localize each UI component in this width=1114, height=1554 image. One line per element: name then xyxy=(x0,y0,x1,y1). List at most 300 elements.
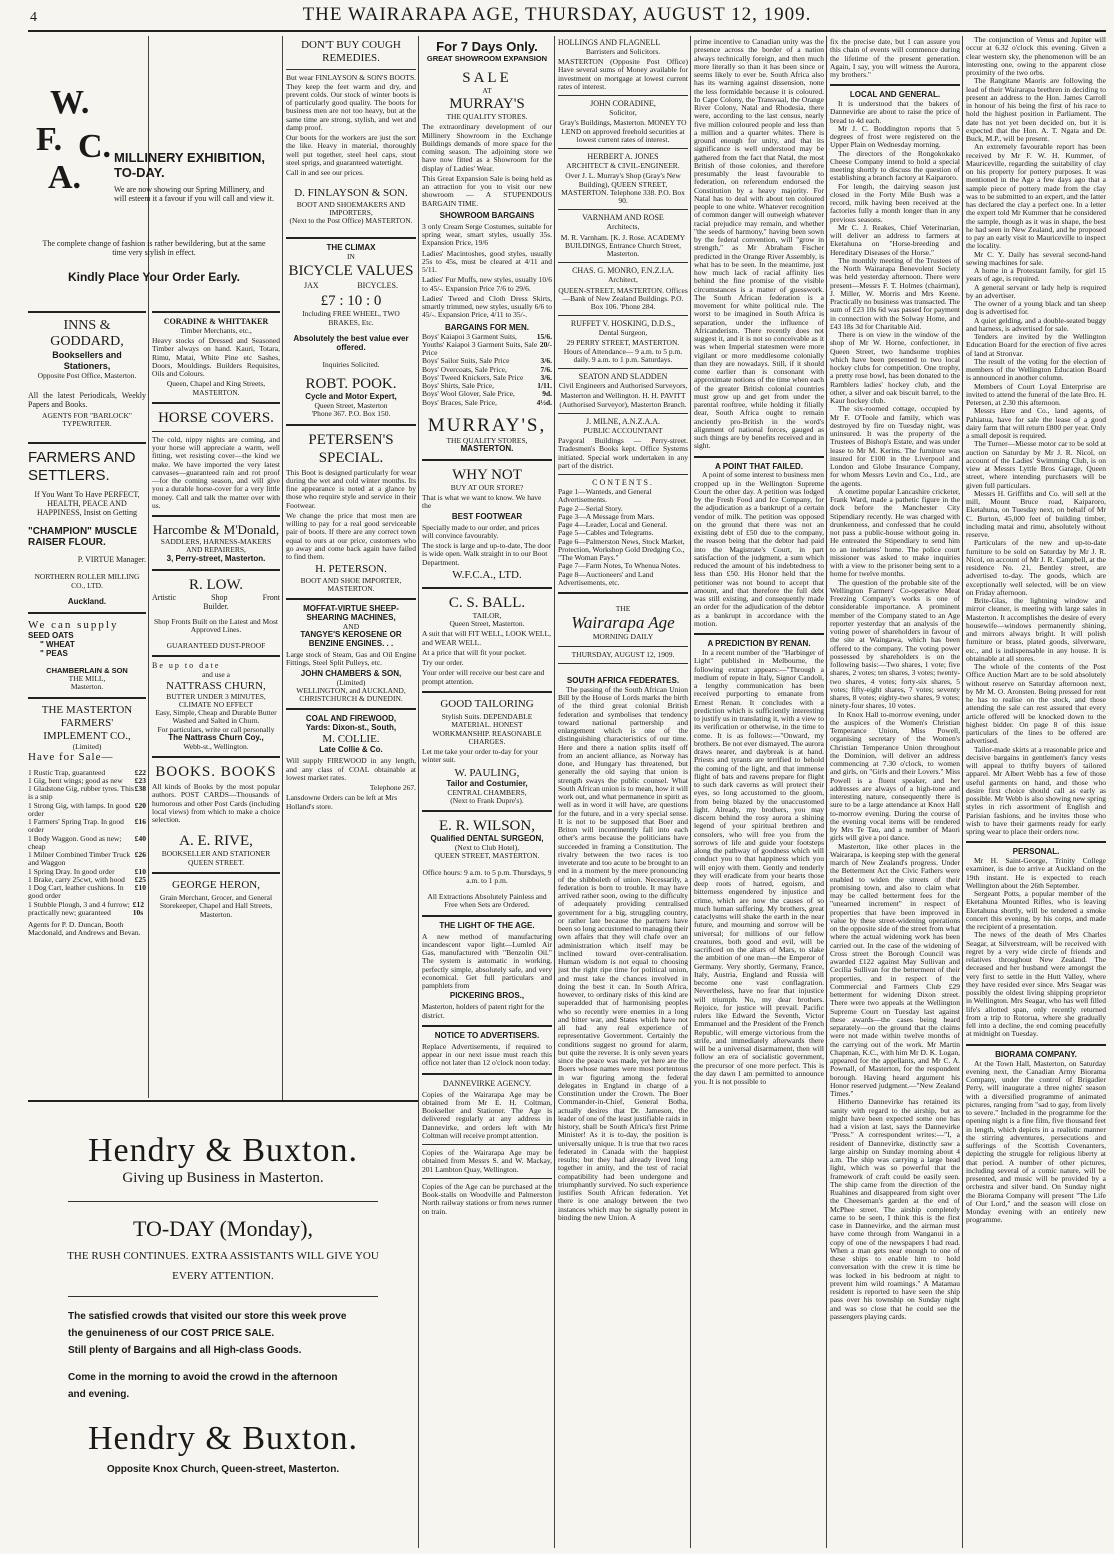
divider xyxy=(558,368,688,369)
cough-body: But wear FINLAYSON & SON'S BOOTS. They keep the feet warm and dry, and prevent colds. Our stock of winter boots is of particularly good quality. The boots for business men are not too heavy, but at the same time are strong, stylish, and wet and damp proof. xyxy=(286,73,416,132)
moffat-sub: TANGYE'S KEROSENE OR BENZINE ENGINES. . . xyxy=(300,630,402,649)
churn-top: Be up to date xyxy=(152,661,221,671)
coal-ad xyxy=(286,715,416,811)
why-firm: W.F.C.A., LTD. xyxy=(452,568,522,581)
local-para: The directors of the Rongokokako Cheese Company intend to hold a special meeting shortly to discuss the question of establishing a branch factory at Kaiparoro. xyxy=(830,148,960,183)
churn-firm: The Nattrass Churn Coy., xyxy=(168,732,264,742)
local-para: The result of the voting for the election of members of the Wellington Education Board is announced in another column. xyxy=(966,356,1106,383)
dannevirke-body3: Copies of the Age can be purchased at the Book-stalls on Woodville and Palmerston North railway stations or from news runner on train. xyxy=(422,1181,552,1216)
item-price: £38 xyxy=(134,784,146,793)
card-7 xyxy=(558,373,688,409)
moffat-firm: JOHN CHAMBERS & SON, xyxy=(300,668,402,678)
implement-item xyxy=(28,851,146,868)
farmers-title: FARMERS AND SETTLERS. xyxy=(28,449,136,485)
column-3 xyxy=(286,36,416,1098)
local-para: Mr C. Y. Daily has several second-hand sewing machines for sale. xyxy=(966,249,1106,267)
local-para: It is understood that the bakers of Dannevirke are about to raise the price of bread to 4d each. xyxy=(830,99,960,125)
ball-addr: Queen Street, Masterton. xyxy=(449,619,525,629)
pook-firm: ROBT. POOK. xyxy=(305,376,397,393)
card-sub: Architects, xyxy=(606,222,640,232)
personal-para: Mr H. Saint-George, Trinity College examiner, is due to arrive at Auckland on the 19th instant. He is expected to reach Wellington about the 26th September. xyxy=(966,856,1106,890)
item-text: 1 Rustic Trap, guaranteed xyxy=(28,767,106,777)
books-ad xyxy=(152,763,280,867)
farmers-product: "CHAMPION" MUSCLE RAISER FLOUR. xyxy=(28,526,137,549)
men-price: 4½d. xyxy=(536,397,552,407)
coradine-body: Heavy stocks of Dressed and Seasoned Timber always on hand. Kauri, Totara, Rimu, Matai, White Pine etc Sashes, Doors, Mouldings. Builders Requisites, Oils and Colours. xyxy=(152,336,280,379)
wfca-title-text: MILLINERY EXHIBITION, xyxy=(114,150,265,165)
collie-name: M. COLLIE. xyxy=(322,733,380,746)
men-title: BARGAINS FOR MEN. xyxy=(445,322,529,332)
petersen-ad xyxy=(286,431,416,593)
local-para: An extremely favourable report has been received by Mr F. W. H. Kummer, of Mauriceville, regarding the suitability of clay on his property for pottery purposes. It was mentioned in the Age a few days ago that a sample piece of pottery made from the clay was to be submitted to an expert, and the latter has declared the clay a perfect one. In a letter the expert told Mr Kummer that he considered the sample, though as it was in shape, the best he had seen in New Zealand, and he proposed to pay an early visit to Mauriceville to inspect the locality. xyxy=(966,142,1106,251)
divider xyxy=(422,1178,552,1179)
divider xyxy=(558,592,688,594)
coal-body: Will supply FIREWOOD in any length, and any class of COAL obtainable at lowest market rates. xyxy=(286,756,416,782)
why-body: That is what we want to know. We have the xyxy=(422,493,542,511)
finlayson-ad xyxy=(286,39,416,225)
ball-ad xyxy=(422,594,552,686)
item-text: 1 Farmers' Spring Trap. In good order xyxy=(28,817,124,835)
hendry-line: the genuineness of our COST PRICE SALE. xyxy=(68,1328,275,1339)
murray2: MURRAY'S, xyxy=(427,414,547,436)
wfca-subtitle: TO-DAY. xyxy=(114,165,165,180)
divider xyxy=(966,841,1106,843)
card-body: M. R. Varnham. [K. J. Rose. ACADEMY BUILDINGS, Entrance Church Street, Masterton. xyxy=(560,232,686,259)
divider xyxy=(28,697,146,699)
rive-addr: QUEEN STREET. xyxy=(187,857,245,867)
heron-body: Grain Merchant, Grocer, and General Storekeeper, Chapel and Hall Streets, Masterton. xyxy=(159,893,273,919)
hendry-title2: Hendry & Buxton. xyxy=(87,1420,359,1457)
divider xyxy=(558,262,688,263)
divider xyxy=(286,708,416,710)
low-right: Front xyxy=(262,592,280,602)
item-price: £26 xyxy=(134,850,146,859)
ball-price: At a price that will fit your pocket. xyxy=(422,647,527,657)
implement-title: THE MASTERTON FARMERS' IMPLEMENT CO., xyxy=(41,703,133,742)
churn-line2: Easy, Simple, Cheap and Durable Butter Washed and Salted in Churn. xyxy=(155,708,277,726)
personal-title: PERSONAL. xyxy=(1012,847,1060,857)
men-price: 3/6. xyxy=(540,356,552,366)
item-text: 1 Stubble Plough, 3 and 4 furrow; practically new; guaranteed xyxy=(28,899,130,917)
men-price: 1/11. xyxy=(537,381,552,390)
heron-ad xyxy=(152,879,280,919)
item-price: £23 xyxy=(134,775,146,785)
contents-item: Page 1—Wanteds, and General Advertisements. xyxy=(558,487,652,505)
local-para: The Turner—Miesse motor car to be sold at auction on Saturday by Mr J. R. Nicol, on account of the Ladies' Swimming Club, is on view at Messrs Lyttle Bros Garage, Queen street, where intending purchasers will be given full particulars. xyxy=(966,439,1106,490)
why-body2: Specially made to our order, and prices will convince favourably. xyxy=(422,522,540,540)
column-5 xyxy=(558,36,688,1548)
contents-item: Page 8—Auctioneers' and Land Advertisements, etc. xyxy=(558,569,654,587)
dannevirke-title: DANNEVIRKE AGENCY. xyxy=(442,1078,532,1088)
local-para: A quiet gelding, and a double-seated buggy and harness, is advertised for sale. xyxy=(966,315,1106,333)
implement-agents: Agents for P. D. Duncan, Booth Macdonald, and Andrews and Bevan. xyxy=(28,920,141,938)
column-8 xyxy=(966,36,1106,1548)
local-para: A onetime popular Lancashire cricketer, Frank Ward, made a pathetic figure in the dock before the Manchester City Stipendiary recently. He was charged with drunkenness, and confessed that he could not pass a public-house without going in. He entreated the Stipendiary to send him to an inebriates' home. The police court missioner was asked to make inquiries with a view to the prisoner being sent to a home for twelve months. xyxy=(830,486,960,579)
local-para: Masterton, like other places in the Wairarapa, is keeping step with the general march of New Zealand's progress. Under the Betterment Act the Civic Fathers were enabled to widen the streets of their promising town, and also to claim what may be called betterment fees for the "unearned increment" in respect of properties that have been improved in value by these street-widening operations on the opposite side of the street from what where the actual widening work has been carried out. In the case of the widening of Cross street the Borough Council was awarded £122 against May Sullivan and Cecilia Sullivan for the betterment of their properties, and in respect of the Commercial and Farmers Club £29 betterment for widening Dixon street. There were two appeals at the Wellington Supreme Court on Tuesday last against these awards—the cases being heard separately—on the ground that the claims were not made within twelve months of the carrying out of the work. Mr Martin Chapman, K.C., with him Mr D. K. Logan, appeared for the appellants, and Mr C. A. Pownall, of Masterton, for the respondent borough. Having heard argument his Honor reserved judgment.—"New Zealand Times." xyxy=(830,841,960,1099)
why-title: WHY NOT xyxy=(452,466,522,483)
card-sub: Barristers and Solicitors. xyxy=(585,46,661,56)
implement-item xyxy=(28,901,146,918)
contents-item: Page 4—Leader, Local and General. xyxy=(558,520,668,530)
wilson-sub: Qualified DENTAL SURGEON, xyxy=(430,834,544,844)
wfca-initial: W. xyxy=(50,84,90,121)
wfca-ad xyxy=(28,36,280,236)
churn-use: and use a xyxy=(202,670,230,680)
harcombe-ad xyxy=(152,522,280,563)
coradine-title: CORADINE & WHITTAKER xyxy=(163,317,269,326)
divider xyxy=(28,442,146,444)
inns-agents: AGENTS FOR "BARLOCK" TYPEWRITER. xyxy=(42,410,132,429)
masthead-name: Wairarapa Age xyxy=(571,613,675,633)
card-4 xyxy=(558,214,688,258)
divider xyxy=(286,237,416,239)
item-price: £10 xyxy=(134,866,146,876)
column-4 xyxy=(422,36,552,1548)
men-price: 3/6. xyxy=(540,372,552,382)
header-rule xyxy=(28,30,1106,32)
card-name: RUFFET V. HOSKING, D.D.S., xyxy=(570,319,676,329)
cough-body3: Call in and see our prices. xyxy=(286,168,364,178)
local-para: Tenders are invited by the Wellington Education Board for the erection of five acres of land at Stronvar. xyxy=(966,332,1106,358)
moffat-ad xyxy=(286,605,416,703)
item-text: 1 Gladstone Gig, rubber tyres. This is a snip xyxy=(28,784,134,802)
contents-box xyxy=(558,479,688,587)
cough-title: DON'T BUY COUGH REMEDIES. xyxy=(301,39,401,65)
bicycles-label: BICYCLES. xyxy=(357,280,398,290)
item-text: 1 Gig, bent wings; good as new xyxy=(28,775,123,785)
divider xyxy=(422,1073,552,1075)
jax-row xyxy=(286,280,416,293)
card-name: HOLLINGS AND FLAGNELL xyxy=(558,38,661,47)
divider xyxy=(558,95,688,96)
low-left: Artistic xyxy=(152,592,176,602)
horse-body: The cold, nippy nights are coming, and your horse will appreciate a warm, well fitting, wet resisting cover—the kind we make. We have imported the very latest canvases—guaranteed rain and rot proof—for the coming season, and will give you a durable horse-cover for a very little money. Call and talk the matter over with us. xyxy=(152,434,280,510)
pauling-name: W. PAULING, xyxy=(454,766,520,779)
inns-goddard-ad xyxy=(28,318,146,428)
pickering-addr: Masterton, holders of patent right for the district. xyxy=(422,1002,545,1020)
masthead-sub: MORNING DAILY xyxy=(592,632,654,642)
newspaper-title: THE WAIRARAPA AGE, THURSDAY, AUGUST 12, 1909. xyxy=(302,4,812,25)
card-body: QUEEN-STREET, MASTERTON. Offices—Bank of New Zealand Buildings. P.O. Box 106. 'Phone 284. xyxy=(558,285,688,312)
divider xyxy=(558,148,688,149)
cough-body2: Our boots for the workers are just the sort the like. Heavy in material, thoroughly well put together, steel heel caps, stout steel sprigs, and guaranteed watertight. xyxy=(286,133,416,167)
local-para: The monthly meeting of the Trustees of the North Wairarapa Benevolent Society was held yesterday afternoon. There were present—Messrs F. T. Holmes (chairman), J. Miller, W. Morris and Mrs Keene. Practically no business was transacted. The sum of £23 10s 6d was passed for payment in connection with the Solway Home, and £43 18s 3d for Charitable Aid. xyxy=(830,255,960,331)
murray-sale-ad xyxy=(422,39,552,454)
tailor-title: GOOD TAILORING xyxy=(440,697,534,710)
farmers-company: NORTHERN ROLLER MILLING CO., LTD. xyxy=(34,572,140,590)
divider xyxy=(422,691,552,693)
column-rule xyxy=(690,36,691,1548)
wilson-hours: Office hours: 9 a.m. to 5 p.m. Thursdays, 9 a.m. to 1 p.m. xyxy=(422,867,552,885)
contents-item: Page 2—Serial Story. xyxy=(558,503,623,513)
moffat-title: MOFFAT-VIRTUE SHEEP-SHEARING MACHINES, xyxy=(303,604,399,622)
local-para: The Rangitane Maoris are following the lead of their Wairarapa brethren in deciding to present an address to the Hon. James Carroll in honour of his being the first of his race to hold the highest position in Parliament. The date has not yet been decided on, but it is expected that the Hon. A. T. Ngata and Dr. Buck, M.P., will be present. xyxy=(966,76,1106,143)
divider xyxy=(28,612,146,614)
local-para: The question of the probable site of the Wellington Farmers' Co-operative Meat Freezing Company's works is one of considerable importance. A prominent member of the Company stated to an Age reporter yesterday that an analysis of the voting power of shareholders in favour of the site at Waingawa, which has been offered to the company. The voting power possessed by shareholders is on the following basis:—Two shares, 1 vote; five shares, 2 votes; ten shares, 3 votes; twenty-two shares, 4 votes; forty-six shares, 5 votes; fifty-eight shares, 7 votes; seventy shares, 8 votes; eighty-two shares, 9 votes; ninety-four shares, 10 votes. xyxy=(830,577,960,711)
failed-body: A point of some interest to business men cropped up in the Wellington Supreme Court the other day. A petition was lodged by the Fresh Food and Ice Company, for the adjudication as a bankrupt of a certain vendor of milk. The petition was opposed on the ground that there was not an existing debt of £50 due to the company, the reason being that the debtor had paid into the Magistrate's Court, in part satisfaction of the judgment, a sum which reduced the amount of his indebtedness to less than £50. His Honor held that the petitioner was not bound to accept that amount, and that therefore the full debt was still existing, and consequently made an order for the adjudication of the debtor as a bankrupt in accordance with the motion. xyxy=(694,470,824,628)
card-8 xyxy=(558,418,688,470)
card-body: 29 PERRY STREET, MASTERTON. Hours of Attendance— 9 a.m. to 5 p.m. daily. 9 a.m. to 1 p.m. Saturdays. xyxy=(563,338,683,364)
moffat-body: Large stock of Steam, Gas and Oil Engine Fittings, Steel Split Pulleys, etc. xyxy=(286,650,416,668)
biorama-body: At the Town Hall, Masterton, on Saturday evening next, the Canadian Army Biorama Company, under the control of Brigadier Perry, will inaugurate a three nights' season with a diversified programme of animated pictures, ranging from "sad to gay, from lively to severe." Included in the programme for the opening night is a fine film, five thousand feet in length, which depicts in a realistic manner the stirring adventures, persecutions and sufferings of the Scottish Covenanters, depicting the struggle for religious liberty at that period. A number of other pictures, including several of a comic nature, will be presented, and music will be provided by a orchestra and silver band. On Sunday night the Biorama Company will present "The Life of Our Lord," and the season will close on Monday evening with an entirely new programme. xyxy=(966,1058,1106,1225)
card-sub: ARCHITECT & CIVIL-ENGINEER. xyxy=(566,161,680,171)
stores2: THE QUALITY STORES, xyxy=(446,435,528,445)
inns-subtitle: Booksellers and Stationers, xyxy=(52,350,122,371)
column-1-narrow xyxy=(28,306,146,1098)
implement-item xyxy=(28,802,146,819)
wfca-text2: The complete change of fashion is rather bewildering, but at the same time very stylish in effect. xyxy=(42,239,266,257)
card-sub: PUBLIC ACCOUNTANT xyxy=(583,425,663,435)
implement-item xyxy=(28,818,146,835)
divider xyxy=(558,209,688,210)
divider xyxy=(286,424,416,426)
local-para: Mr C. J. Reakes, Chief Veterinarian, will deliver an address to farmers at Eketahuna on "Horse-breeding and Hereditary Diseases of the Horse." xyxy=(830,222,960,257)
climax-best: Absolutely the best value ever offered. xyxy=(293,333,409,352)
hendry-buxton-ad xyxy=(28,1100,418,1550)
failed-title: A POINT THAT FAILED. xyxy=(715,461,803,471)
men-price: 7/6. xyxy=(540,364,552,374)
pook-address: Queen Street, Masterton xyxy=(314,401,388,411)
item-text: 1 Body Waggon. Good as new; cheap xyxy=(28,833,122,851)
finlayson-address: (Next to the Post Office) MASTERTON. xyxy=(289,216,413,226)
petersen-addr: MASTERTON. xyxy=(327,583,375,593)
low-builder: Builder. xyxy=(203,601,229,611)
renan-body: In a recent number of the "Harbinger of Light" published in Melbourne, the following extract appears:—"Through a medium of repute in Italy, Signor Candoli, a lengthy communication has been received purporting to emanate from Ernest Renan. It concludes with a prediction which is sufficiently interesting to justify us in translating it, with a view to its verification or otherwise, in the time to come. It is as follows:—"Onward, my brothers. Be not ever dismayed. The aurora draws nearer, and daybreak is at hand. Priests and tyrants are terrified to behold the coming of the light, and that immense flight of bats and ravens prepare for flight to such dark caverns as will protect their eyes, so long accustomed to the gloom, from being blazed by the unaccustomed light. Already, my brothers, you may discern behind the rosy aurora a shining legend of your spiritual brethren and consolers, who will free you from the sorrows of life and guide your footsteps along the pathway of goodness which will conduct you to that happiness which you will enjoy with them. Gently and tenderly they will eradicate from your hearts those deep roots of hatred, egoism, and bitterness engendered by injustice and crime, which are now the causes of so much human suffering. My brothers, great cataclysms will shake the earth in the near future, and mourning and sorrow will be universal; for millions of our fellow creatures, both good and evil, will be sacrificed on the altars of Mars, to slake the ambition of one man—the Emperor of Germany. Very shortly, Germany, France, Italy, Austria, England and Russia will become one vast conflagration. Nevertheless, have no fear that injustice will triumph. No, my dear brothers. Rejoice, for justice will prevail. Pacific rulers like Edward the Seventh, Victor Emmanuel and the President of the French Republic, will emerge victorious from the strife, and immediately afterwards there will be a universal disarmament, then will follow an era of socialistic government, the precursor of one more perfect. This is the day dawn I am permitted to announce you. It is not possible to xyxy=(694,648,824,1087)
item-text: 1 Strong Gig, with lamps. In good order xyxy=(28,800,131,818)
implement-ad xyxy=(28,704,146,938)
divider xyxy=(68,1201,378,1202)
divider xyxy=(558,315,688,316)
petersen-firm: H. PETERSON. xyxy=(315,563,387,576)
books-title: BOOKS. BOOKS xyxy=(155,764,277,781)
renan-title: A PREDICTION BY RENAN. xyxy=(707,639,811,649)
churn-addr: Webb-st., Wellington. xyxy=(183,741,249,751)
divider xyxy=(152,402,280,404)
sale-title: For 7 Days Only. xyxy=(436,39,538,54)
harcombe-title: Harcombe & M'Donald, xyxy=(152,522,280,538)
finlayson-firm: D. FINLAYSON & SON. xyxy=(294,187,408,200)
harcombe-sub: SADDLERS, HARNESS-MAKERS AND REPAIRERS, xyxy=(160,537,272,555)
divider xyxy=(558,663,688,664)
card-body: Masterton and Wellington. H. H. PAVITT (Authorised Surveyor), Masterton Branch. xyxy=(559,391,687,409)
page-number: 4 xyxy=(30,10,37,25)
petersen-body: This Boot is designed particularly for wear during the wet and cold winter months. Its fine appearance is noted at a glance by those who require style and service in their Footwear. xyxy=(286,467,416,510)
local-general xyxy=(830,91,960,1321)
local-para: In Knox Hall to-morrow evening, under the auspices of the Women's Christian Temperance Union, Miss Powell, organising secretary of the Women's Christian Temperance Union throughout the Dominion, will deliver an address commencing at 7.30 o'clock, to women and girls, on "Girls and their Lovers." Miss Powell is a fluent speaker, and her addresses are always of a high-tone and interesting nature, consequently there is sure to be a large attendance at Knox Hall to-morrow evening. During the course of the evening vocal items will be rendered by Mrs Te Tau, and a number of Maori girls will give a poi dance. xyxy=(830,709,960,843)
coal-sub: Yards: Dixon-st., South, xyxy=(305,723,397,733)
ball-try: Try our order. xyxy=(422,658,464,668)
light-title: THE LIGHT OF THE AGE. xyxy=(439,920,535,930)
wilson-ad xyxy=(422,817,552,909)
light-ad xyxy=(422,922,552,1020)
failed-article xyxy=(694,463,824,629)
leader-title: SOUTH AFRICA FEDERATES. xyxy=(566,675,680,685)
horse-covers-ad xyxy=(152,409,280,510)
men-text: Boys' Overcoats, Sale Price, xyxy=(422,364,507,374)
item-text: 1 Brake, carry 25cwt, with hood xyxy=(28,874,125,884)
column-rule xyxy=(962,36,963,1548)
divider xyxy=(152,569,280,571)
dannevirke-body: Copies of the Wairarapa Age may be obtained from Mr E. H. Coltman, Bookseller and Stationer. The Age is delivered regularly at any address in Dannevirke, and orders left with Mr Coltman will receive prompt attention. xyxy=(422,1089,552,1140)
climax-including: Including FREE WHEEL, TWO BRAKES, Etc. xyxy=(302,309,400,327)
card-5 xyxy=(558,267,688,311)
petersen-body2: We change the price that most men are willing to pay for a real good serviceable pair of boots. If there are any correct town equal to ours at our price, customers who go away and come back again have failed to find them. xyxy=(286,510,416,562)
divider xyxy=(152,515,280,517)
climax-ad xyxy=(286,244,416,418)
wfca-title xyxy=(114,150,265,180)
coradine-address: Queen, Chapel and King Streets, MASTERTON. xyxy=(166,379,266,397)
men-text: Youths' Kaiapoi 3 Garment Suits, Sale Price xyxy=(422,339,538,357)
contents-item: Page 3—A Message from Mars. xyxy=(558,511,655,521)
collie-firm: Late Collie & Co. xyxy=(319,745,383,755)
sale-murray: MURRAY'S xyxy=(449,96,525,113)
divider xyxy=(422,1025,552,1027)
local-title: LOCAL AND GENERAL. xyxy=(849,90,941,100)
hendry-attention: EVERY ATTENTION. xyxy=(172,1270,274,1282)
pickering-firm: PICKERING BROS., xyxy=(449,991,525,1001)
men-text: Boys' Kaiapoi 3 Garment Suits, xyxy=(422,331,517,341)
wfca-text: We are now showing our Spring Millinery, and will esteem it a favour if you will call and view it. xyxy=(114,185,274,203)
sale-town: MASTERTON. xyxy=(460,443,514,453)
column-rule xyxy=(826,36,827,1548)
bargain-item: 3 only Cream Serge Costumes, suitable for spring wear, smart styles, usually 35s. Expansion Price, 19/6 xyxy=(422,221,552,248)
column-rule xyxy=(418,36,419,1548)
card-name: JOHN CORADINE, xyxy=(590,99,656,109)
men-price: 15/6. xyxy=(536,331,552,341)
dannevirke-body2: Copies of the Wairarapa Age may be obtained from Messrs S. and W. Mackay, 201 Lambton Quay, Wellington. xyxy=(422,1148,552,1174)
local-para: Particulars of the new and up-to-date furniture to be sold on Saturday by Mr J. R. Nicol, on account of Mr J. R. Campbell, at the residence No. 21, Bentley street, are advertised to-day. The goods, which are exceptionally well selected, will be on view on Friday afternoon. xyxy=(966,538,1106,597)
hendry-today: TO-DAY (Monday), xyxy=(132,1216,314,1241)
pook-desc: Cycle and Motor Expert, xyxy=(305,392,397,402)
local-para: Members of Court Loyal Enterprise are invited to attend the funeral of the late Bro. H. Petersen, at 2.30 this afternoon. xyxy=(966,381,1106,407)
farmers-ad xyxy=(28,449,146,606)
seed-town: Masterton. xyxy=(70,682,104,692)
masthead-the: THE xyxy=(615,604,631,614)
hendry-addr: Opposite Knox Church, Queen-street, Masterton. xyxy=(106,1464,340,1475)
card-name: SEATON AND SLADDEN xyxy=(578,372,668,382)
column-rule xyxy=(554,36,555,1548)
personal-para: Sergeant Potts, a popular member of the Eketahuna Mounted Rifles, who is leaving Eketahuna shortly, will be tendered a smoke concert this evening, by his corps, and made the recipient of a presentation. xyxy=(966,889,1106,932)
hendry-line: Still plenty of Bargains and all High-class Goods. xyxy=(68,1345,302,1356)
bargain-item: Ladies' Macintoshes, good styles, usually 25s to 45s, must be cleared at 4/11 and 5/11. xyxy=(422,248,552,275)
low-name: R. LOW. xyxy=(188,576,244,593)
implement-item xyxy=(28,884,146,901)
card-6 xyxy=(558,320,688,364)
divider xyxy=(422,1144,552,1145)
wilson-addr: (Next to Club Hotel), xyxy=(454,843,520,853)
card-1 xyxy=(558,39,688,91)
leader-body: The passing of the South African Union Bill by the House of Lords marks the birth of the third great colonial British federation and symbolises that tendency toward national partnership and enlargement which is one of the distinguishing characteristics of our time. Here and there a nation splits itself off from an ancient alliance, as Norway has done, and Hungary has threatened, but generally the old saying that union is strength sways the public counsel. What South African union is to mean, how it will work out, and what permanence in spirit as well as in word it will have, are questions for the future, and in a very special sense. It is not to be supposed that Boer and Briton will incontinently fall into each other's arms because the politicians have succeeded in framing a Constitution. The rivalry between the two races is too inveterate and too acute to be brought to an end in a moment by the mere pronouncing of the shibboleth of union. Necessarily, a federation is born to trouble. It may have arrived rather soon, owing to the difficulty of adequately providing centralised government for a big, struggling country, or rather late because the partners have been so long accustomed to managing their own affairs that they will chafe over an administration which itself may be inclined toward over-centralisation. Human wisdom is not equal to choosing just the right ripe time for political union, and must take the chances involved in doing the best it can. In South Africa, however, to ordinary risks of this kind are superadded that of harmonising peoples who so recently were enemies in a long and bitter war, and States which have not all had any real experience of representative Government. Certainly the conditions suggest no ground for alarm, but quite the reverse. It is only seven years since the peace was made, yet here are the Boers whose names were most portentous in war figuring among the federal delegates in England in charge of a Constitution under the Crown. The Boer Commander-in-Chief, General Botha, actually desires that Dr. Jameson, the leader of one of the least justifiable raids in history, shall be South Africa's first Prime Minister! As it is to-day, the position is universally unique. It is true that two races federated in Canada with the happiest results; but they had already lived long together in amity, and the test of racial compatibility had been undergone and triumphantly survived. No such experience justifies South African federation. Yet there is one analogy between the two instances which may be signally potent in binding the new Union. A xyxy=(558,684,688,1222)
card-body: Pavgoral Buildings — Perry-street. Tradesmen's Books kept. Office Systems initiated. Special work undertaken in any part of the district. xyxy=(558,436,688,470)
climax-in: IN xyxy=(347,252,355,262)
card-body: Gray's Buildings, Masterton. MONEY TO LEND on approved freehold securities at lowest current rates of interest. xyxy=(559,118,687,144)
local-para: The owner of a young black and tan sheep dog is advertised for. xyxy=(966,299,1106,317)
wilson-body: All Extractions Absolutely Painless and Free when Sets are Ordered. xyxy=(427,892,547,910)
item-price: £25 xyxy=(134,874,146,884)
men-text: Boys' Sailor Suits, Sale Price xyxy=(422,356,510,366)
card-3 xyxy=(558,153,688,205)
column-6 xyxy=(694,36,824,1548)
local-para: A home in a Protestant family, for girl 15 years of age, is required. xyxy=(966,266,1106,284)
item-price: £12 10s xyxy=(132,899,145,917)
why-best: BEST FOOTWEAR xyxy=(451,511,523,521)
local-para: Messrs Hare and Co., land agents, of Pahiatua, have for sale the lease of a good dairy farm that will return £800 per year. Only a small deposit is required. xyxy=(966,406,1106,440)
local-para: Mr J. C. Boddington reports that 5 degrees of frost were registered on the Upper Plain on Wednesday morning. xyxy=(830,123,960,150)
card-name: CHAS. G. MONRO, F.N.Z.I.A. xyxy=(572,266,674,276)
implement-have: Have for Sale— xyxy=(28,751,114,764)
notice-ad xyxy=(422,1032,552,1068)
sale-stores: THE QUALITY STORES. xyxy=(446,112,528,122)
divider xyxy=(152,872,280,874)
coal-phone: Telephone 267. xyxy=(369,783,416,793)
item-text: 1 Milner Combined Timber Truck and Waggon xyxy=(28,850,131,868)
farmers-city: Auckland. xyxy=(67,596,107,606)
card-name: HERBERT A. JONES xyxy=(587,152,659,162)
biorama-title: BIORAMA COMPANY. xyxy=(995,1049,1077,1059)
card-sub: Architect, xyxy=(608,275,638,285)
coal-title: COAL AND FIREWOOD, xyxy=(305,714,397,724)
divider xyxy=(966,1044,1106,1046)
local-para: Hitherto Dannevirke has retained its sanity with regard to the airship, but as might have been expected some one has had a vision at last, says the Dannevirke "Press." A correspondent writes:—"I, a resident of Dannevirke, distinctly saw a large airship on Sunday morning about 4 a.m. The ship was carrying a large head light, which was so powerful that the framework of craft could be easily seen. The ship came from the direction of the Ruahines and disappeared from sight over the Cheeseman's garden at the end of McPhee street. The airship completely came to be seen, I think this is the first case in Dannevirke, and the airman must have come through from Wanganui in a copy of one of the newspapers I had read. When a man gets near enough to one of these ships to enable him to hold conversation with the crew it is time he was locked in his bedroom at night to prevent him wild roamings." A Matamau resident is reported to have seen the ship pass over his township on Sunday night and was so close that he could see the passengers playing cards. xyxy=(830,1097,960,1321)
divider xyxy=(422,915,552,917)
divider xyxy=(830,84,960,86)
hendry-line: The satisfied crowds that visited our store this week prove xyxy=(68,1311,347,1322)
divider xyxy=(28,311,146,313)
hendry-title: Hendry & Buxton. xyxy=(87,1132,359,1169)
wfca-closing: Kindly Place Your Order Early. xyxy=(67,269,241,284)
petersen-title: PETERSEN'S SPECIAL. xyxy=(308,431,394,466)
bargains-title: SHOWROOM BARGAINS xyxy=(439,210,535,220)
churn-ad xyxy=(152,662,280,751)
pauling-ad xyxy=(422,698,552,805)
item-price: £22 xyxy=(134,767,146,777)
seed-mill: THE MILL, xyxy=(68,674,106,683)
divider xyxy=(558,413,688,414)
divider xyxy=(152,311,280,313)
item-text: 1 Spring Dray. In good order xyxy=(28,866,115,876)
churn-line3: For particulars, write or call personally xyxy=(157,724,275,734)
books-body: All kinds of Books by the most popular authors. POST CARDS—Thousands of humorous and other Post Cards (including local views) from which to make a choice selection. xyxy=(152,782,280,825)
pauling-addr: CENTRAL CHAMBERS, xyxy=(447,787,527,797)
implement-item xyxy=(28,785,146,802)
column-2 xyxy=(152,306,280,1098)
pauling-addr2: (Next to Frank Dupre's). xyxy=(450,796,524,806)
rive-name: A. E. RIVE, xyxy=(179,833,253,850)
column-7 xyxy=(830,36,960,1548)
climax-sub: BICYCLE VALUES xyxy=(288,262,414,279)
divider xyxy=(558,474,688,475)
inns-body: All the latest Periodicals, Weekly Papers and Books. xyxy=(28,391,146,409)
ball-line: TAILOR, xyxy=(472,610,502,620)
item-price: £10 xyxy=(134,883,146,892)
inns-address: Opposite Post Office, Masterton. xyxy=(37,370,137,380)
divider xyxy=(152,431,280,432)
notice-title: NOTICE TO ADVERTISERS. xyxy=(434,1030,540,1040)
local-para: The conjunction of Venus and Jupiter will occur at 6.32 o'clock this evening. Given a clear western sky, the phenomenon will be an interesting one, owing to the apparent close proximity of the two orbs. xyxy=(966,36,1106,77)
wfca-initial: C. xyxy=(78,128,112,165)
wilson-name: E. R. WILSON, xyxy=(439,818,535,835)
card-body: MASTERTON (Opposite Post Office) Have several sums of Money available for investment on mortgage at lowest current rates of interest. xyxy=(558,57,688,91)
personal-para: The news of the death of Mrs Charles Seagar, at Silverstream, will be received with regret by a very wide circle of friends and relatives throughout New Zealand. The deceased and her husband were amongst the very first to settle in the Hutt Valley, where they have resided ever since. Mrs Seagar was possibly the oldest living shipping proprietor in Wellington. Mrs Seagar, who has well filled life's allotted span, only recently returned from a trip to Rotorua, where she gradually fell into a decline, the end coming peacefully at midnight on Tuesday. xyxy=(966,930,1106,1039)
divider xyxy=(422,810,552,812)
why-not-ad xyxy=(422,466,552,582)
card-body: Over J. L. Murray's Shop (Gray's New Building), QUEEN STREET, MASTERTON. Telephone 338. P.O. Box 90. xyxy=(561,171,685,206)
item-price: £16 xyxy=(134,817,146,826)
low-ad xyxy=(152,576,280,651)
biorama-section xyxy=(966,1051,1106,1225)
divider xyxy=(152,756,280,758)
implement-limited: (Limited) xyxy=(72,742,102,752)
